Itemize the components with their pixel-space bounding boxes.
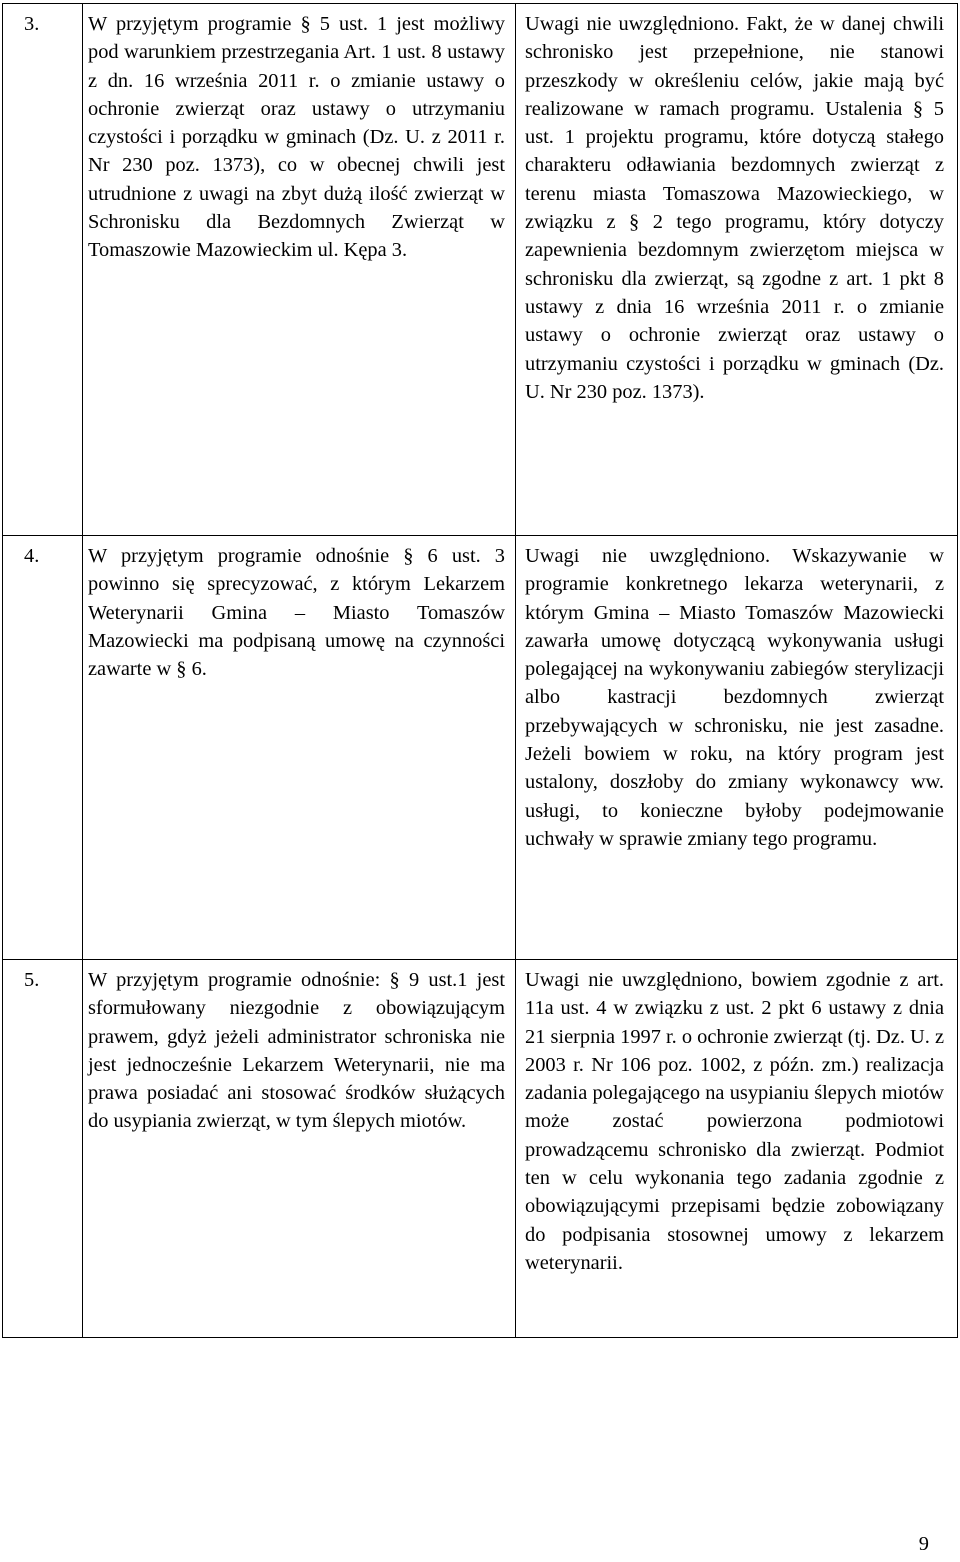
answer-text: Uwagi nie uwzględniono. Wskazywanie w programie konkretnego lekarza weterynarii, z którym Gmina – Miasto Tomaszów Mazowiecki zawarła umowę dotyczącą wykonywania usługi polegającej na wykonywaniu zabiegów sterylizacji albo kastracji bezdomnych zwierząt przebywających w schronisku, nie jest zasadne. Jeżeli bowiem w roku, na który program jest ustalony, doszłoby do zmiany wykonawcy ww. usługi, to konieczne byłoby podejmowanie uchwały w sprawie zmiany tego programu. <box>516 536 958 960</box>
table-row <box>3 536 958 960</box>
table-row <box>3 4 958 536</box>
answer-text: Uwagi nie uwzględniono. Fakt, że w danej chwili schronisko jest przepełnione, nie stanowi przeszkody w określeniu celów, jakie mają być realizowane w ramach programu. Ustalenia § 5 ust. 1 projektu programu, które dotyczą stałego charakteru odławiania bezdomnych zwierząt z terenu miasta Tomaszowa Mazowieckiego, w związku z § 2 tego programu, który dotyczy zapewnienia bezdomnym zwierzętom miejsca w schronisku dla zwierząt, są zgodne z art. 1 pkt 8 ustawy z dnia 16 września 2011 r. o zmianie ustawy o ochronie zwierząt oraz ustawy o utrzymaniu czystości i porządku w gminach (Dz. U. Nr 230 poz. 1373). <box>516 4 958 536</box>
answer-text: Uwagi nie uwzględniono, bowiem zgodnie z art. 11a ust. 4 w związku z ust. 2 pkt 6 ustawy z dnia 21 sierpnia 1997 r. o ochronie zwierząt (tj. Dz. U. z 2003 r. Nr 106 poz. 1002, z późn. zm.) realizacja zadania polegającego na usypianiu ślepych miotów może zostać powierzona podmiotowi prowadzącemu schronisko dla zwierząt. Podmiot ten w celu wykonania tego zadania zgodnie z obowiązującymi przepisami będzie zobowiązany do podpisania stosownej umowy z lekarzem weterynarii. <box>516 960 958 1338</box>
remark-text: W przyjętym programie § 5 ust. 1 jest możliwy pod warunkiem przestrzegania Art. 1 ust. 8 ustawy z dn. 16 września 2011 r. o zmianie ustawy o ochronie zwierząt oraz ustawy o utrzymaniu czystości i porządku w gminach (Dz. U. z 2011 r. Nr 230 poz. 1373), co w obecnej chwili jest utrudnione z uwagi na zbyt dużą ilość zwierząt w Schronisku dla Bezdomnych Zwierząt w Tomaszowie Mazowieckim ul. Kępa 3. <box>83 4 516 536</box>
table-row <box>3 960 958 1338</box>
remark-text: W przyjętym programie odnośnie § 6 ust. 3 powinno się sprecyzować, z którym Lekarzem Weterynarii Gmina – Miasto Tomaszów Mazowiecki ma podpisaną umowę na czynności zawarte w § 6. <box>83 536 516 960</box>
row-number: 3. <box>3 4 83 536</box>
remark-text: W przyjętym programie odnośnie: § 9 ust.1 jest sformułowany niezgodnie z obowiązującym prawem, gdyż jeżeli administrator schroniska nie jest jednocześnie Lekarzem Weterynarii, nie ma prawa posiadać ani stosować środków służących do usypiania zwierząt, w tym ślepych miotów. <box>83 960 516 1338</box>
row-number: 4. <box>3 536 83 960</box>
page-number: 9 <box>918 1533 929 1555</box>
row-number: 5. <box>3 960 83 1338</box>
remarks-table <box>2 3 958 1338</box>
